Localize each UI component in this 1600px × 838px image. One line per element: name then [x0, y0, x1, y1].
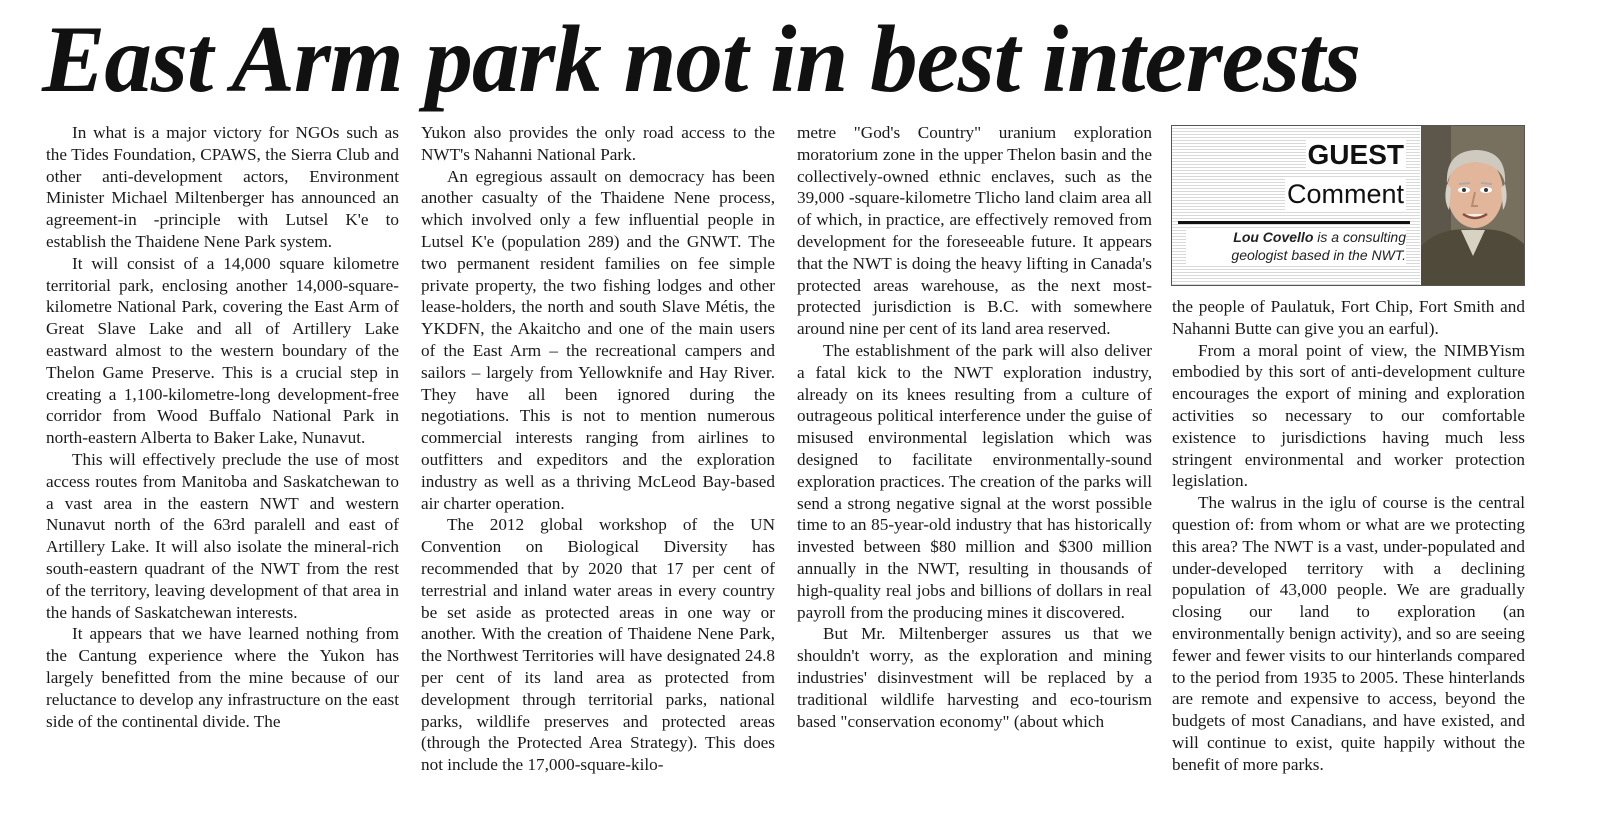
- paragraph: The 2012 global workshop of the UN Convention on Biological Diversity has recommended that by 2020 that 17 per cent of terrestrial and inland water areas in every country be set aside as protected areas in one way or another. With the creation of Thaidene Nene Park, the Northwest Territories will have designated 24.8 per cent of its land area as protected from development through territorial parks, national parks, wildlife preserves and protected areas (through the Protected Area Strategy). This does not include the 17,000-square-kilo-: [421, 515, 775, 775]
- paragraph: The walrus in the iglu of course is the central question of: from whom or what are we protecting this area? The NWT is a vast, under-populated and under-developed territory with a declining population of 43,000 people. We are gradually closing our land to exploration (an environmentally benign activity), and so are seeing fewer and fewer visits to our hinterlands compared to the period from 1935 to 2005. These hinterlands are remote and expensive to access, beyond the budgets of most Canadians, and have existed, and will continue to exist, quite happily without the benefit of more parks.: [1172, 493, 1525, 774]
- paragraph: It appears that we have learned nothing from the Cantung experience where the Yukon has largely benefitted from the mine because of our reluctance to develop any infrastructure on the east side of the continental divide. The: [46, 624, 399, 731]
- headline: East Arm park not in best interests: [42, 6, 1361, 112]
- paragraph: This will effectively preclude the use of most access routes from Manitoba and Saskatchewan to a vast area in the eastern NWT and western Nunavut north of the 63rd paralell and east of Artillery Lake. It will also isolate the mineral-rich south-eastern quadrant of the NWT from the rest of the territory, leaving development of that area in the hands of Saskatchewan interests.: [46, 449, 399, 622]
- paragraph: Yukon also provides the only road access to the NWT's Nahanni National Park.: [421, 123, 775, 164]
- portrait-drawing: [1421, 126, 1524, 285]
- divider: [1178, 221, 1410, 224]
- author-bio: is a consulting geologist based in the NWT.: [1231, 229, 1406, 263]
- author-byline: [1186, 228, 1406, 264]
- guest-label: GUEST: [1307, 139, 1404, 170]
- paragraph: But Mr. Miltenberger assures us that we shouldn't worry, as the exploration and mining industries' disinvestment will be replaced by a traditional wildlife harvesting and eco-tourism based "conservation economy" (about which: [797, 624, 1152, 731]
- paragraph: In what is a major victory for NGOs such as the Tides Foundation, CPAWS, the Sierra Club and other anti-development actors, Environment Minister Michael Miltenberger has announced an agreement-in -principle with Lutsel K'e to establish the Thaidene Nene Park system.: [46, 123, 399, 251]
- article-column-4: [1172, 296, 1525, 776]
- author-name: Lou Covello: [1233, 229, 1314, 245]
- paragraph: the people of Paulatuk, Fort Chip, Fort Smith and Nahanni Butte can give you an earful).: [1172, 297, 1525, 338]
- author-portrait-icon: [1421, 126, 1524, 285]
- article-column-3: [797, 122, 1152, 732]
- comment-label: Comment: [1286, 179, 1404, 209]
- paragraph: It will consist of a 14,000 square kilometre territorial park, enclosing another 14,000-square-kilometre National Park, covering the East Arm of Great Slave Lake and all of Artillery Lake eastward almost to the western boundary of the Thelon Game Preserve. This is a crucial step in creating a 1,100-kilometre-long development-free corridor from Wood Buffalo National Park in north-eastern Alberta to Baker Lake, Nunavut.: [46, 253, 399, 448]
- paragraph: The establishment of the park will also deliver a fatal kick to the NWT exploration industry, already on its knees resulting from a culture of outrageous political interference under the guise of misused environmental legislation which was designed to facilitate environmentally-sound exploration practices. The creation of the parks will send a strong negative signal at the worst possible time to an 85-year-old industry that has historically invested between $80 million and $300 million annually in the NWT, resulting in thousands of high-quality real jobs and billions of dollars in real payroll from the producing mines it discovered.: [797, 340, 1152, 622]
- article-column-1: [46, 122, 399, 732]
- paragraph: An egregious assault on democracy has been another casualty of the Thaidene Nene process, which involved only a few influential people in Lutsel K'e (population 289) and the GNWT. The two permanent resident families on fee simple private property, the two fishing lodges and other lease-holders, the north and south Slave Métis, the YKDFN, the Akaitcho and one of the main users of the East Arm – the recreational campers and sailors – largely from Yellowknife and Hay River. They have all been ignored during the negotiations. This is not to mention numerous commercial interests ranging from airlines to outfitters and expeditors and the exploration industry as well as a thriving McLeod Bay-based air charter operation.: [421, 166, 775, 513]
- paragraph: From a moral point of view, the NIMBYism embodied by this sort of anti-development culture encourages the export of mining and exploration activities so necessary to our comfortable existence to jurisdictions having much less stringent environmental and worker protection legislation.: [1172, 340, 1525, 491]
- guest-comment-panel: [1172, 126, 1420, 285]
- paragraph: metre "God's Country" uranium exploration moratorium zone in the upper Thelon basin and the collectively-owned ethnic enclaves, such as the 39,000 -square-kilometre Tlicho land claim area all of which, in practice, are effectively removed from development for the foreseeable future. It appears that the NWT is doing the heavy lifting in Canada's protected areas warehouse, as the next most-protected jurisdiction is B.C. with somewhere around nine per cent of its land area reserved.: [797, 123, 1152, 339]
- article-column-2: [421, 122, 775, 776]
